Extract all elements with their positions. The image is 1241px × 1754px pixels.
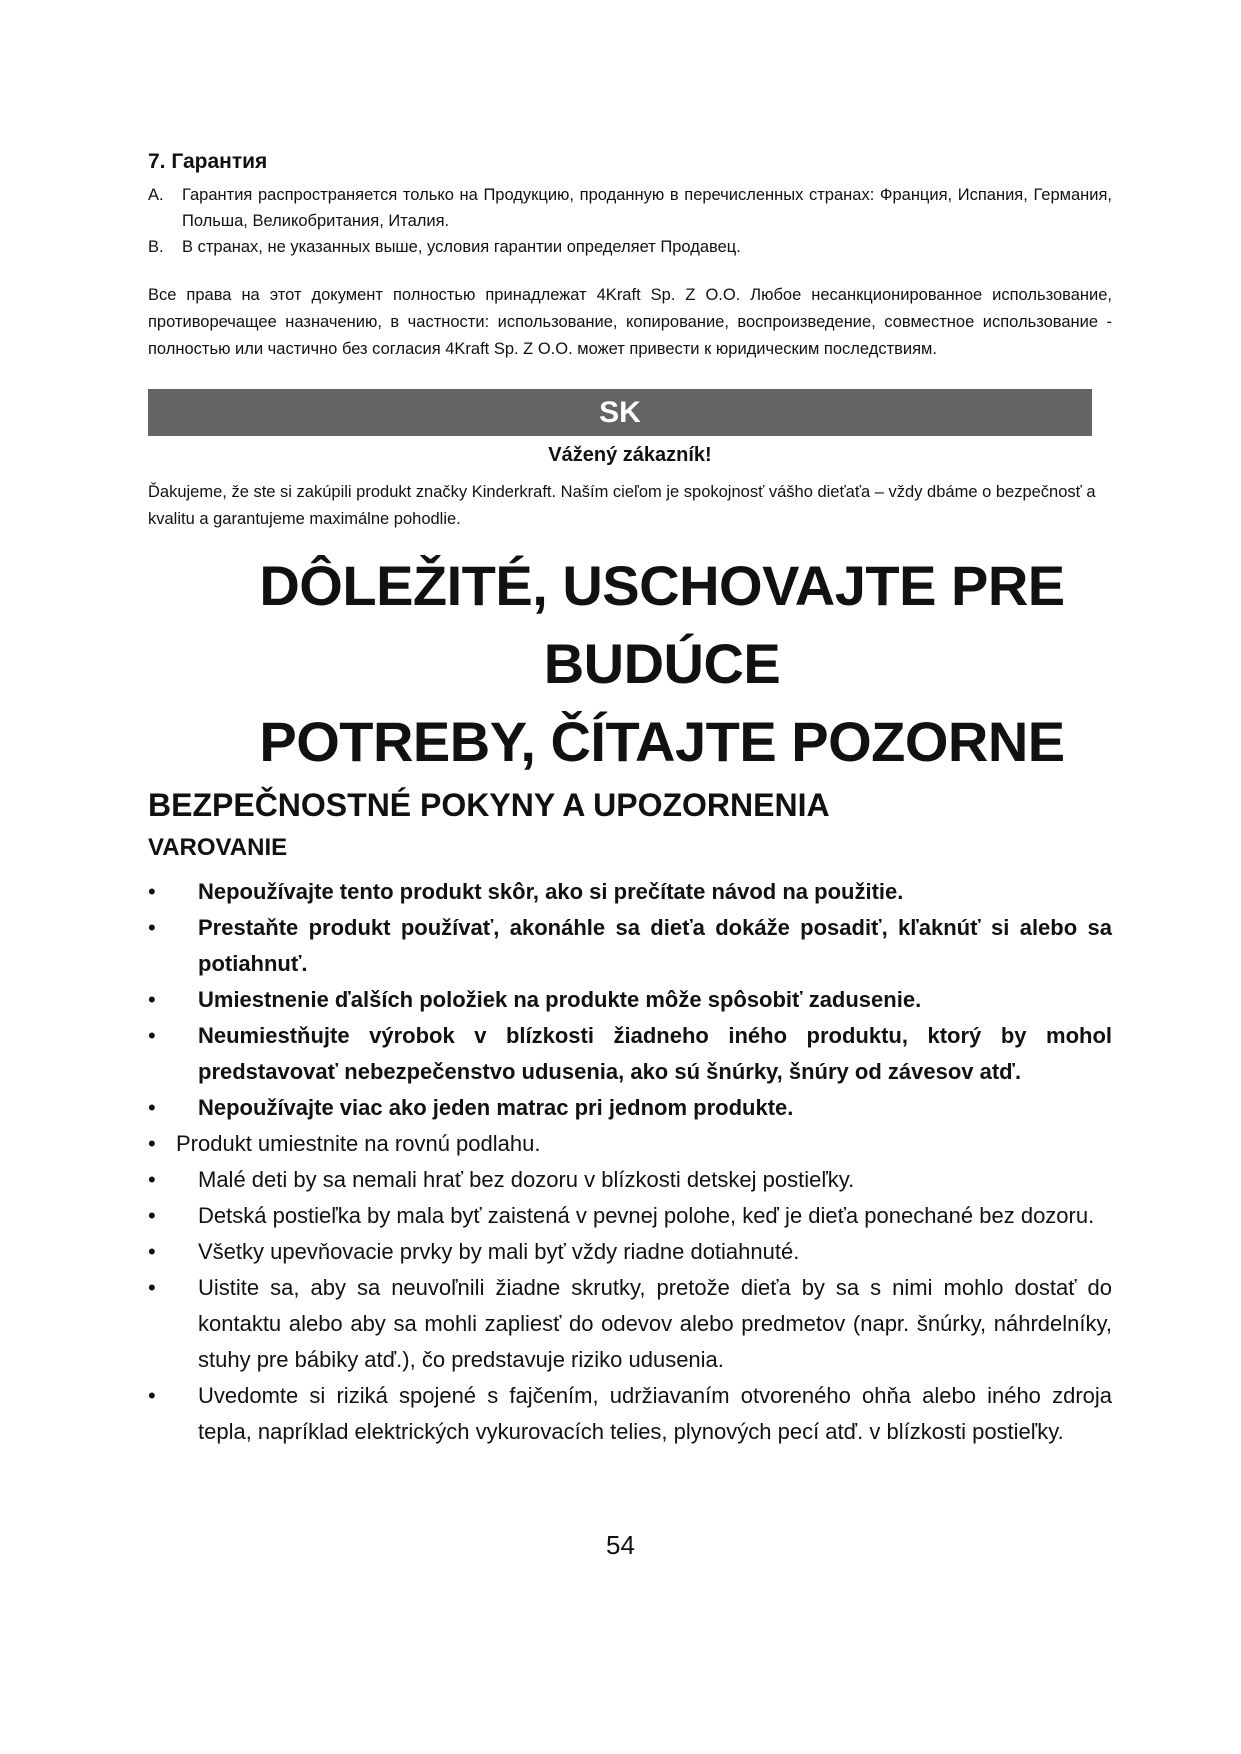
language-section-bar: [148, 389, 1092, 436]
safety-heading: BEZPEČNOSTNÉ POKYNY A UPOZORNENIA: [148, 787, 830, 823]
bullet-icon: •: [148, 1131, 156, 1156]
bullet-icon: •: [148, 987, 156, 1012]
list-item-text: Produkt umiestnite na rovnú podlahu.: [176, 1131, 541, 1156]
list-item: [148, 1270, 1112, 1378]
bullet-icon: •: [148, 1239, 156, 1264]
warning-list: [148, 874, 1112, 1450]
warranty-item-a: [148, 182, 1112, 234]
warning-heading: VAROVANIE: [148, 834, 288, 861]
intro-paragraph: Ďakujeme, že ste si zakúpili produkt značky Kinderkraft. Naším cieľom je spokojnosť vášho dieťaťa – vždy dbáme o bezpečnosť a kvalitu a garantujeme maximálne pohodlie.: [148, 483, 1096, 528]
page-number: 54: [606, 1530, 635, 1560]
item-text: В странах, не указанных выше, условия гарантии определяет Продавец.: [182, 238, 741, 256]
list-item-text: Nepoužívajte viac ako jeden matrac pri jednom produkte.: [198, 1095, 794, 1120]
item-marker: B.: [148, 238, 164, 256]
list-item: [148, 910, 1112, 982]
list-item-text: Uvedomte si riziká spojené s fajčením, udržiavaním otvoreného ohňa alebo iného zdroja tepla, napríklad elektrických vykurovacích telies, plynových pecí atď. v blízkosti postieľky.: [198, 1383, 1112, 1444]
list-item: [148, 1198, 1112, 1234]
list-item-text: Detská postieľka by mala byť zaistená v pevnej polohe, keď je dieťa ponechané bez dozoru.: [198, 1203, 1095, 1228]
warranty-heading: 7. Гарантия: [148, 150, 268, 173]
list-item-text: Umiestnenie ďalších položiek na produkte môže spôsobiť zadusenie.: [198, 987, 922, 1012]
list-item: [148, 982, 1112, 1018]
important-notice-line2: POTREBY, ČÍTAJTE POZORNE: [259, 710, 1065, 773]
bullet-icon: •: [148, 1095, 156, 1120]
document-page: [148, 150, 1112, 1450]
bullet-icon: •: [148, 1023, 156, 1048]
bullet-icon: •: [148, 1203, 156, 1228]
important-notice-line1: DÔLEŽITÉ, USCHOVAJTE PRE BUDÚCE: [259, 554, 1065, 695]
language-label: SK: [599, 395, 641, 429]
list-item: [148, 1126, 1112, 1162]
list-item: [148, 1378, 1112, 1450]
greeting: Vážený zákazník!: [548, 444, 712, 466]
list-item-text: Neumiestňujte výrobok v blízkosti žiadneho iného produktu, ktorý by mohol predstavovať nebezpečenstvo udusenia, ako sú šnúrky, šnúry od závesov atď.: [198, 1023, 1112, 1084]
item-text: Гарантия распространяется только на Продукцию, проданную в перечисленных странах: Франция, Испания, Германия, Польша, Великобритания, Италия.: [182, 186, 1112, 230]
bullet-icon: •: [148, 1167, 156, 1192]
warranty-item-b: [148, 234, 1112, 260]
bullet-icon: •: [148, 879, 156, 904]
list-item-text: Všetky upevňovacie prvky by mali byť vždy riadne dotiahnuté.: [198, 1239, 800, 1264]
list-item-text: Nepoužívajte tento produkt skôr, ako si prečítate návod na použitie.: [198, 879, 904, 904]
bullet-icon: •: [148, 1275, 156, 1300]
list-item-text: Prestaňte produkt používať, akonáhle sa dieťa dokáže posadiť, kľaknúť si alebo sa potiahnuť.: [198, 915, 1112, 976]
list-item: [148, 1018, 1112, 1090]
important-notice: [142, 547, 1182, 781]
list-item-text: Malé deti by sa nemali hrať bez dozoru v blízkosti detskej postieľky.: [198, 1167, 855, 1192]
list-item: [148, 1162, 1112, 1198]
list-item: [148, 874, 1112, 910]
list-item-text: Uistite sa, aby sa neuvoľnili žiadne skrutky, pretože dieťa by sa s nimi mohlo dostať do kontaktu alebo aby sa mohli zapliesť do odevov alebo predmetov (napr. šnúrky, náhrdelníky, stuhy pre bábiky atď.), čo predstavuje riziko udusenia.: [198, 1275, 1112, 1372]
list-item: [148, 1234, 1112, 1270]
bullet-icon: •: [148, 915, 156, 940]
bullet-icon: •: [148, 1383, 156, 1408]
rights-paragraph: Все права на этот документ полностью принадлежат 4Kraft Sp. Z O.O. Любое несанкционированное использование, противоречащее назначению, в частности: использование, копирование, воспроизведение, совместное использование - полностью или частично без согласия 4Kraft Sp. Z O.O. может привести к юридическим последствиям.: [148, 286, 1112, 358]
list-item: [148, 1090, 1112, 1126]
item-marker: A.: [148, 186, 164, 204]
